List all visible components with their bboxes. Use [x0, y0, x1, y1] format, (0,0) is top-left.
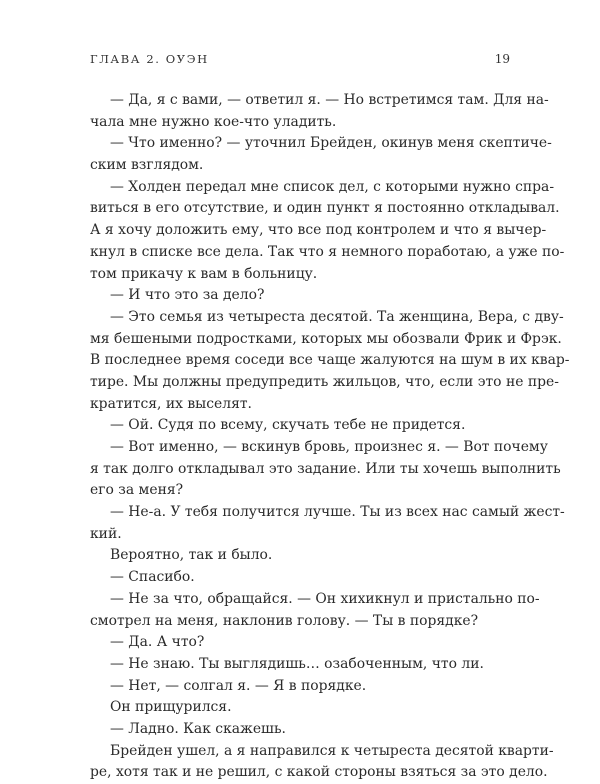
chapter-title: ГЛАВА 2. ОУЭН: [90, 52, 209, 66]
text-line: я так долго откладывал это задание. Или ты хочешь выполнить: [90, 460, 561, 477]
body-text: [90, 90, 570, 784]
text-line: смотрел на меня, наклонив голову. — Ты в порядке?: [90, 612, 479, 629]
text-line: — Ладно. Как скажешь.: [110, 720, 286, 737]
text-line: — Вот именно, — вскинув бровь, произнес я. — Вот почему: [110, 439, 548, 455]
text-line: — Что именно? — уточнил Брейден, окинув меня скептиче-: [110, 135, 552, 152]
text-line: — Не-а. У тебя получится лучше. Ты из всех нас самый жест-: [110, 504, 565, 521]
text-line: — И что это за дело?: [110, 287, 265, 304]
text-line: — Холден передал мне список дел, с которыми нужно спра-: [110, 178, 555, 195]
text-line: тире. Мы должны предупредить жильцов, что, если это не пре-: [90, 373, 559, 390]
text-line: мя бешеными подростками, которых мы обозвали Фрик и Фрэк.: [90, 330, 562, 347]
text-line: кнул в списке все дела. Так что я немного поработаю, а уже по-: [90, 243, 565, 260]
text-line: виться в его отсутствие, и один пункт я постоянно откладывал.: [90, 200, 560, 217]
running-header: [90, 52, 510, 72]
text-line: — Не за что, обращайся. — Он хихикнул и пристально по-: [110, 590, 540, 607]
text-line: В последнее время соседи все чаще жалуются на шум в их квар-: [90, 352, 570, 369]
text-line: его за меня?: [90, 482, 184, 499]
text-line: чала мне нужно кое-что уладить.: [90, 113, 337, 130]
text-line: ре, хотя так и не решил, с какой стороны взяться за это дело.: [90, 764, 548, 781]
text-line: А я хочу доложить ему, что все под контролем и что я вычер-: [90, 222, 547, 239]
text-line: — Это семья из четыреста десятой. Та женщина, Вера, с дву-: [110, 308, 564, 325]
text-line: — Да, я с вами, — ответил я. — Но встретимся там. Для на-: [110, 92, 549, 108]
text-line: Вероятно, так и было.: [110, 547, 273, 564]
text-line: — Не знаю. Ты выглядишь… озабоченным, что ли.: [110, 655, 484, 672]
text-line: ским взглядом.: [90, 157, 204, 174]
text-line: — Нет, — солгал я. — Я в порядке.: [110, 677, 367, 694]
text-line: — Да. А что?: [110, 634, 205, 651]
text-line: том прикачу к вам в больницу.: [90, 265, 318, 282]
text-line: Брейден ушел, а я направился к четыреста десятой кварти-: [110, 742, 554, 759]
text-line: — Спасибо.: [110, 569, 195, 586]
page-number: 19: [494, 52, 510, 66]
text-line: кратится, их выселят.: [90, 395, 252, 412]
text-line: Он прищурился.: [110, 699, 232, 716]
text-line: кий.: [90, 525, 122, 542]
text-line: — Ой. Судя по всему, скучать тебе не придется.: [110, 417, 466, 434]
